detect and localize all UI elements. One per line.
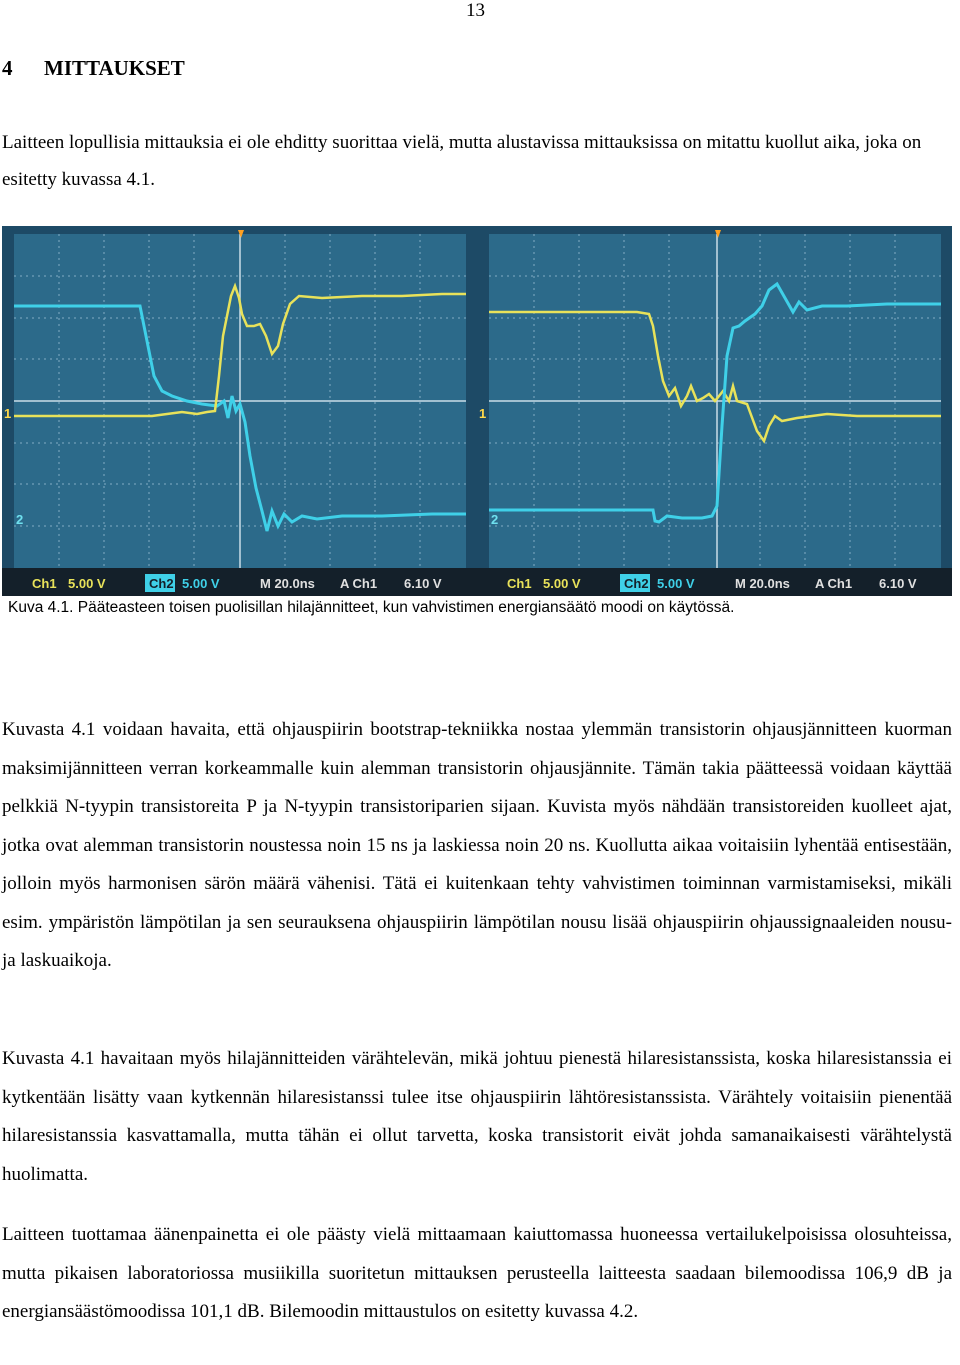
- figure-oscilloscope-captures: [2, 226, 952, 596]
- page-number: 13: [466, 0, 485, 21]
- ch2-marker: 2: [491, 512, 499, 527]
- trigger-level: 6.10 V: [879, 576, 917, 591]
- ch1-marker: 1: [479, 406, 487, 421]
- intro-paragraph: Laitteen lopullisia mittauksia ei ole ehditty suorittaa vielä, mutta alustavissa mittauksissa on mitattu kuollut aika, joka on esitetty kuvassa 4.1.: [2, 132, 922, 190]
- ch1-label: Ch1: [507, 576, 532, 591]
- body-paragraph-3: Laitteen tuottamaa äänenpainetta ei ole päästy vielä mittaamaan kaiuttomassa huoneessa vertailukelpoisissa olosuhteissa, mutta pikaisen laboratoriossa musiikilla suoritetun mittauksen perusteella laitteesta saadaan bilemoodissa 106,9 dB ja energiansäästömoodissa 101,1 dB. Bilemoodin mittaustulos on esitetty kuvassa 4.2.: [2, 1224, 952, 1322]
- oscilloscope-left: [2, 226, 477, 596]
- trigger-source: A Ch1: [340, 576, 378, 591]
- ch2-marker: 2: [16, 512, 24, 527]
- figure-caption: Kuva 4.1. Pääteasteen toisen puolisillan hilajännitteet, kun vahvistimen energiansäätö moodi on käytössä.: [8, 599, 735, 616]
- ch1-label: Ch1: [32, 576, 57, 591]
- timebase: M 20.0ns: [735, 576, 790, 591]
- section-heading: [2, 56, 185, 81]
- ch2-label: Ch2: [149, 576, 174, 591]
- trigger-level: 6.10 V: [404, 576, 442, 591]
- section-title: MITTAUKSET: [44, 56, 185, 80]
- body-paragraph-1: Kuvasta 4.1 voidaan havaita, että ohjauspiirin bootstrap-tekniikka nostaa ylemmän transistorin ohjausjännitteen kuorman maksimijännitteen verran korkeammalle kuin alemman transistorin ohjausjännite. Tämän takia päätteessä voidaan käyttää pelkkiä N-tyypin transistoreita P ja N-tyypin transistoriparien sijaan. Kuvista myös nähdään transistoreiden kuolleet ajat, jotka ovat alemman transistorin noustessa noin 15 ns ja laskiessa noin 20 ns. Kuollutta aikaa voitaisiin lyhentää entisestään, jolloin myös harmonisen särön määrä vähenisi. Tätä ei kuitenkaan tehty vahvistimen toiminnan varmistamiseksi, mikäli esim. ympäristön lämpötilan ja sen seurauksena ohjauspiirin lämpötilan nousu lisää ohjauspiirin ohjaussignaaleiden nousu- ja laskuaikoja.: [2, 719, 952, 971]
- body-paragraph-2: Kuvasta 4.1 havaitaan myös hilajännitteiden värähtelevän, mikä johtuu pienestä hilaresistanssista, koska hilaresistanssia ei kytkentään lisätty vaan kytkennän hilaresistanssi tulee itse ohjauspiirin lähtöresistanssista. Värähtely voitaisiin pienentää hilaresistanssia kasvattamalla, mutta tähän ei ollut tarvetta, koska transistorit eivät johda samanaikaisesti värähtelystä huolimatta.: [2, 1048, 952, 1185]
- oscilloscope-right: [477, 226, 952, 596]
- ch1-scale: 5.00 V: [543, 576, 581, 591]
- ch2-scale: 5.00 V: [657, 576, 695, 591]
- trigger-source: A Ch1: [815, 576, 853, 591]
- timebase: M 20.0ns: [260, 576, 315, 591]
- ch2-scale: 5.00 V: [182, 576, 220, 591]
- ch1-marker: 1: [4, 406, 12, 421]
- section-number: 4: [2, 56, 13, 80]
- ch1-scale: 5.00 V: [68, 576, 106, 591]
- ch2-label: Ch2: [624, 576, 649, 591]
